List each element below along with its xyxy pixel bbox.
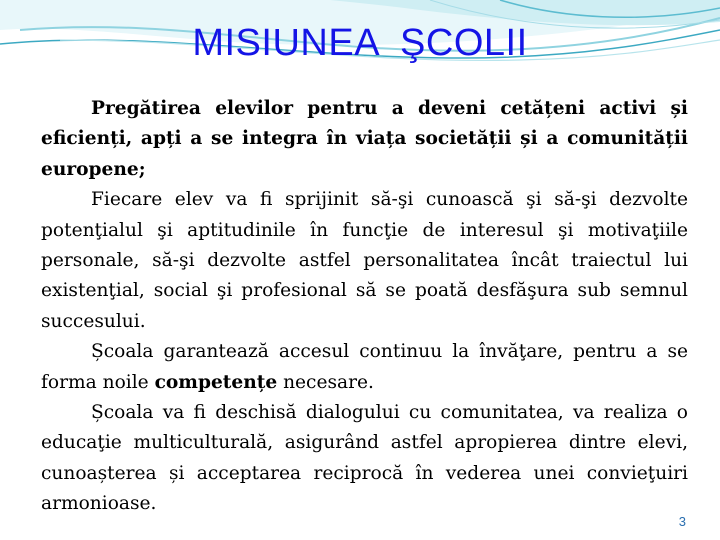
paragraph-student-support: Fiecare elev va fi sprijinit să-şi cunoască şi să-şi dezvolte potenţialul şi aptitudinile în funcţie de interesul şi motivaţiile personale, să-şi dezvolte astfel personalitatea încât traiectul lui existenţial, social şi profesional să se poată desfăşura sub semnul succesului. xyxy=(41,189,688,332)
paragraph-continuous-learning xyxy=(41,337,688,398)
paragraph-text-end: necesare. xyxy=(277,371,374,393)
slide-number: 3 xyxy=(678,514,686,529)
slide-body xyxy=(41,94,688,520)
slide-title: MISIUNEA ŞCOLII xyxy=(192,22,528,64)
paragraph-community-dialogue: Școala va fi deschisă dialogului cu comunitatea, va realiza o educaţie multiculturală, asigurând astfel apropierea dintre elevi, cunoașterea și acceptarea reciprocă în vederea unei convieţuiri armonioase. xyxy=(41,402,688,515)
paragraph-mission xyxy=(41,94,688,185)
mission-statement: Pregătirea elevilor pentru a deveni cetățeni activi și eficienți, apți a se integra în viața societății și a comunității europene; xyxy=(41,98,688,180)
keyword-competente: competențe xyxy=(154,371,278,393)
paragraph-text-start: Școala garantează accesul continuu la învăţare, pentru a se forma noile xyxy=(41,341,688,393)
